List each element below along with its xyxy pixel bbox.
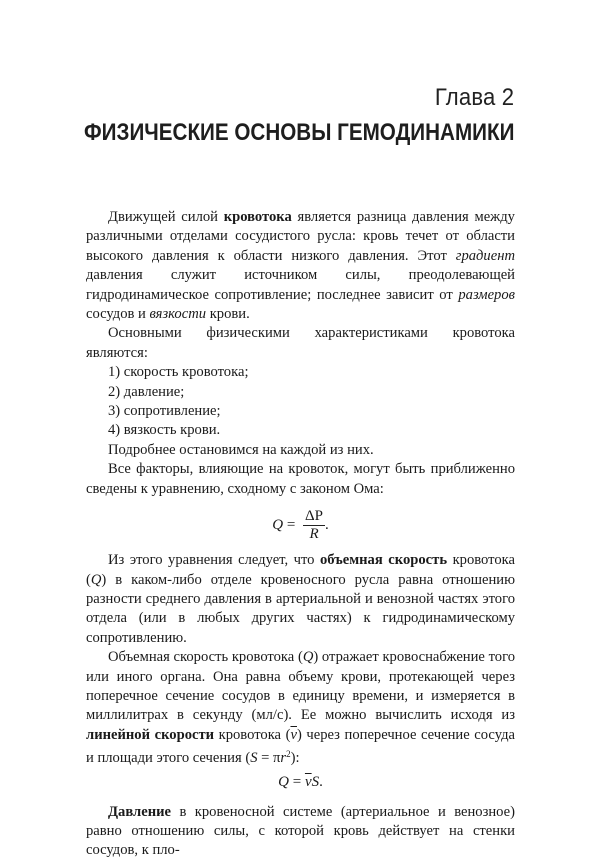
term-viscosity: вязкости: [149, 306, 207, 323]
paragraph-linear: [86, 648, 515, 768]
term-gradient: градиент: [455, 247, 515, 264]
formula-ohm: [86, 499, 515, 551]
exponent: 2: [286, 749, 291, 760]
text-run: сосудов и: [86, 306, 150, 323]
list-item: 1) скорость кровотока;: [108, 364, 249, 381]
text-run: ) через поперечное сечение сосуда и площади этого сечения (: [86, 726, 515, 767]
formula-var-v: $\overline{v}$: [304, 773, 312, 790]
term-pressure: Давление: [108, 803, 171, 820]
text-run: Движущей силой: [108, 209, 224, 225]
term-volumetric-speed: объемная скорость: [319, 552, 448, 569]
formula-var-q: Q: [272, 517, 284, 534]
text-run: ) в каком-либо отделе кровеносного русла равна отношению разности среднего давления в артериальной и венозной частях этого отдела (или в любых других частях) к гидродинамическому сопротивлению.: [86, 571, 515, 646]
text-run: Из этого уравнения следует, что: [108, 552, 320, 569]
text-run: крови.: [206, 306, 250, 323]
text-run: Объемная скорость кровотока (: [108, 649, 303, 666]
formula-var-q: Q: [278, 773, 289, 790]
list-item: 4) вязкость крови.: [108, 422, 221, 439]
chapter-label: Глава 2: [434, 84, 514, 111]
list-item: 3) сопротивление;: [108, 403, 221, 420]
formula-eq: =: [283, 517, 300, 534]
body-text: [86, 208, 515, 861]
formula-var-s: S: [311, 773, 320, 790]
paragraph-ohm: Все факторы, влияющие на кровоток, могут быть приближенно сведены к уравнению, сходному с законом Ома:: [86, 461, 515, 497]
term-linear-speed: линейной скорости: [86, 726, 215, 743]
var-s: S: [250, 750, 258, 767]
formula-end: .: [325, 517, 329, 534]
paragraph-detail: Подробнее остановимся на каждой из них.: [108, 441, 374, 458]
var-q: Q: [90, 571, 102, 588]
term-bloodflow: кровотока: [223, 209, 292, 225]
text-run: кровотока (: [214, 726, 291, 743]
formula-eq: =: [288, 773, 305, 790]
list-item: 2) давление;: [108, 383, 185, 400]
text-run: ) отражает кровоснабжение того или иного органа. Она равна объему крови, протекающей через поперечное сечение сосудов в единицу времени, и измеряется в миллилитрах в секунду (мл/с). Ее можно вычислить исходя из: [86, 649, 515, 724]
text-run: кровотока (: [86, 552, 515, 588]
term-sizes: размеров: [458, 286, 515, 303]
fraction: [303, 508, 325, 543]
text-run: является разница давления между различными отделами сосудистого русла: кровь течет от области высокого давления к области низкого давления. Этот: [86, 209, 515, 264]
paragraph-volumetric: [86, 551, 515, 648]
fraction-denominator: R: [309, 526, 319, 543]
paragraph-pressure: [86, 803, 515, 861]
text-run: ):: [290, 750, 300, 767]
chapter-title: ФИЗИЧЕСКИЕ ОСНОВЫ ГЕМОДИНАМИКИ: [83, 119, 514, 146]
paragraph-characteristics: Основными физическими характеристиками кровотока являются:: [86, 325, 515, 361]
text-run: в кровеносной системе (артериальное и венозное) равно отношению силы, с которой кровь действует на стенки сосудов, к пло-: [86, 803, 515, 859]
fraction-numerator: ΔP: [305, 508, 324, 525]
var-q: Q: [302, 649, 314, 666]
text-run: давления служит источником силы, преодолевающей гидродинамическое сопротивление; последнее зависит от: [86, 267, 515, 303]
formula-end: .: [319, 773, 323, 790]
var-r: r: [280, 750, 287, 767]
paragraph-intro: [86, 208, 515, 324]
var-v: $\overline{v}$: [290, 726, 297, 743]
text-run: = π: [257, 750, 281, 767]
formula-volumetric: [86, 769, 515, 803]
